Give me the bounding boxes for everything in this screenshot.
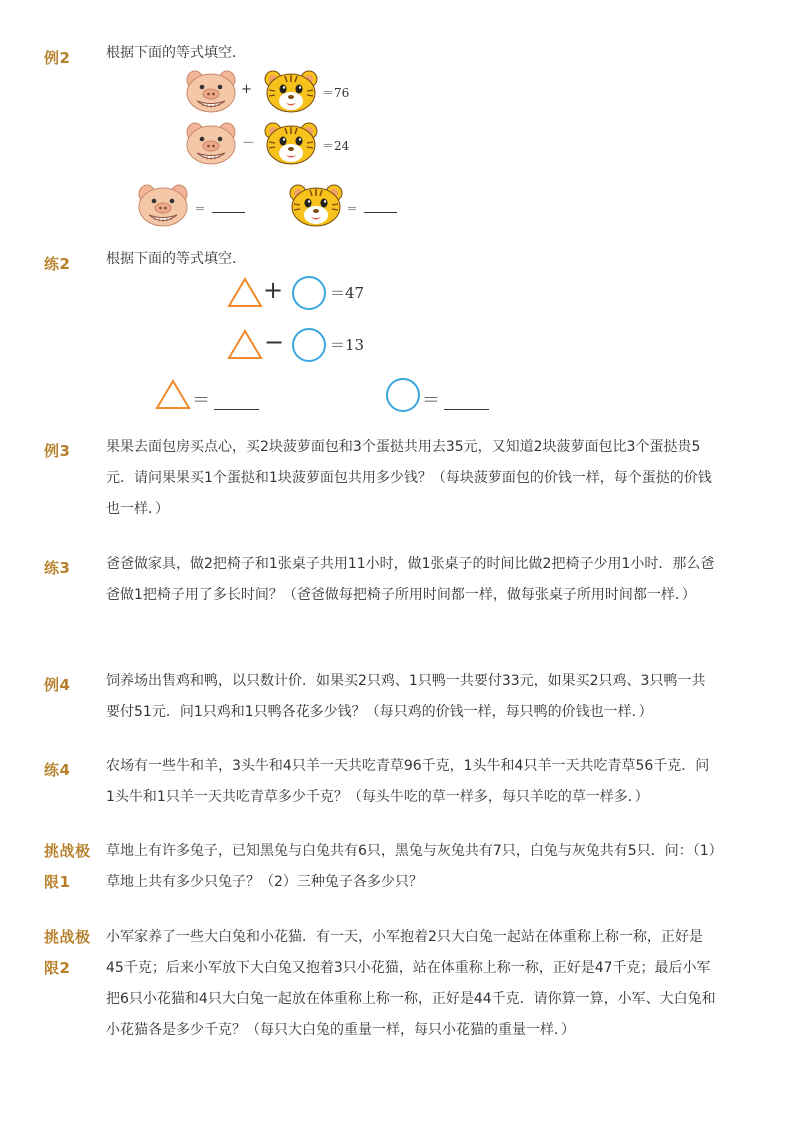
equation-2-result: ＝13 [330,336,365,354]
practice-4-text: 农场有一些牛和羊，3头牛和4只羊一天共吃青草96千克，1头牛和4只羊一天共吃青草56千克．问1头牛和1只羊一天共吃青草多少千克？（每头牛吃的草一样多，每只羊吃的草一样多．） [106,758,710,805]
practice-2-prompt: 根据下面的等式填空． [106,251,246,267]
pig-icon [134,184,192,228]
example-2-prompt: 根据下面的等式填空． [106,45,246,61]
challenge-2-text: 小军家养了一些大白兔和小花猫．有一天，小军抱着2只大白兔一起站在体重称上称一称，正好是45千克；后来小军放下大白兔又抱着3只小花猫，站在体重称上称一称，正好是47千克；最后小军把6只小花猫和4只大白兔一起放在体重称上称一称，正好是44千克．请你算一算，小军、大白兔和小花猫各是多少千克？（每只大白兔的重量一样，每只小花猫的重量一样．） [106,929,716,1038]
challenge-2-label-line2: 限2 [44,959,71,977]
plus-sign: + [241,82,252,97]
tiger-answer-blank[interactable] [364,212,397,213]
example-3-label: 例3 [44,442,71,460]
triangle-icon [226,328,264,360]
minus-sign: − [264,328,285,356]
circle-answer-blank[interactable] [444,409,489,410]
practice-2-label: 练2 [44,255,71,273]
example-4-text: 饲养场出售鸡和鸭，以只数计价．如果买2只鸡、1只鸭一共要付33元，如果买2只鸡、3只鸭一共要付51元．问1只鸡和1只鸭各花多少钱？（每只鸡的价钱一样，每只鸭的价钱也一样．） [106,673,706,720]
challenge-1-text: 草地上有许多兔子，已知黑兔与白兔共有6只，黑兔与灰兔共有7只，白兔与灰兔共有5只．问：（1）草地上共有多少只兔子？（2）三种兔子各多少只？ [106,843,716,890]
circle-answer-equals: ＝ [422,390,440,411]
tiger-icon [262,122,320,166]
challenge-1-label-line1: 挑战极 [44,842,91,860]
challenge-1-label [44,836,91,898]
tiger-icon [287,184,345,228]
minus-sign: － [242,136,256,151]
tiger-answer-equals: ＝ [346,202,359,216]
practice-4-label: 练4 [44,761,71,779]
plus-sign: + [263,276,284,304]
pig-icon [182,122,240,166]
circle-icon [384,376,422,414]
challenge-2-label [44,922,91,984]
challenge-1-label-line2: 限1 [44,873,71,891]
pig-answer-blank[interactable] [212,212,245,213]
practice-3-text: 爸爸做家具，做2把椅子和1张桌子共用11小时，做1张桌子的时间比做2把椅子少用1小时．那么爸爸做1把椅子用了多长时间？（爸爸做每把椅子所用时间都一样，做每张桌子所用时间都一样．） [106,556,715,603]
pig-answer-equals: ＝ [194,202,207,216]
triangle-icon [226,276,264,308]
challenge-2-label-line1: 挑战极 [44,928,91,946]
pig-icon [182,70,240,114]
triangle-answer-blank[interactable] [214,409,259,410]
equation-2-result: ＝24 [322,139,350,153]
circle-icon [290,326,328,364]
tiger-icon [262,70,320,114]
example-4-label: 例4 [44,676,71,694]
example-3-text: 果果去面包房买点心，买2块菠萝面包和3个蛋挞共用去35元，又知道2块菠萝面包比3个蛋挞贵5元．请问果果买1个蛋挞和1块菠萝面包共用多少钱？（每块菠萝面包的价钱一样，每个蛋挞的价钱也一样．） [106,439,712,517]
triangle-answer-equals: ＝ [192,390,210,411]
practice-3-label: 练3 [44,559,71,577]
triangle-icon [154,378,192,410]
equation-1-result: ＝76 [322,86,350,100]
equation-1-result: ＝47 [330,284,365,302]
example-2-label: 例2 [44,49,71,67]
circle-icon [290,274,328,312]
